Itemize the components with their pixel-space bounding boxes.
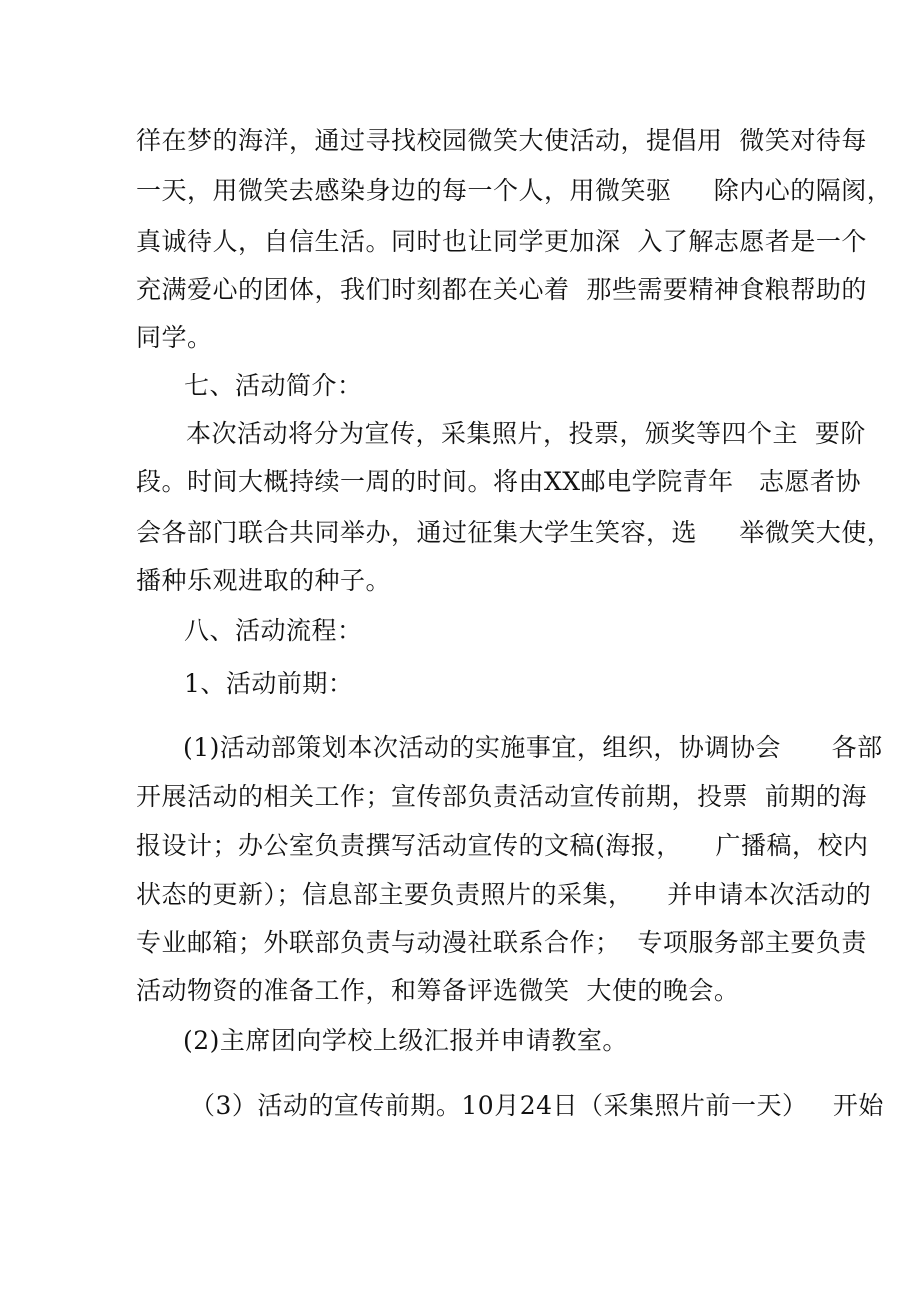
list-item-2: (2)主席团向学校上级汇报并申请教室。	[183, 1026, 628, 1055]
list-item-1-line-2: 开展活动的相关工作；宣传部负责活动宣传前期，投票 前期的海	[136, 782, 867, 811]
body-line-6: 本次活动将分为宣传，采集照片，投票，颁奖等四个主 要阶	[186, 419, 866, 448]
body-line-1: 徉在梦的海洋，通过寻找校园微笑大使活动，提倡用 微笑对待每	[136, 126, 867, 155]
body-line-9: 播种乐观进取的种子。	[136, 566, 392, 595]
list-item-1-line-6: 活动物资的准备工作，和筹备评选微笑 大使的晚会。	[136, 976, 740, 1005]
list-item-3: （3）活动的宣传前期。10月24日（采集照片前一天） 开始	[190, 1091, 884, 1120]
body-line-4: 充满爱心的团体，我们时刻都在关心着 那些需要精神食粮帮助的	[136, 275, 867, 304]
list-item-1-line-4: 状态的更新）；信息部主要负责照片的采集， 并申请本次活动的	[136, 880, 872, 909]
body-line-2: 一天，用微笑去感染身边的每一个人，用微笑驱 除内心的隔阂，	[136, 176, 893, 205]
list-item-1-line-1: (1)活动部策划本次活动的实施事宜，组织，协调协会 各部	[183, 733, 883, 762]
body-line-8: 会各部门联合共同举办，通过征集大学生笑容，选 举微笑大使，	[136, 518, 893, 547]
body-line-3: 真诚待人，自信生活。同时也让同学更加深 入了解志愿者是一个	[136, 227, 867, 256]
body-line-7: 段。时间大概持续一周的时间。将由XX邮电学院青年 志愿者协	[136, 467, 861, 496]
section-heading-7: 七、活动简介：	[184, 371, 363, 400]
subheading-1: 1、活动前期：	[184, 669, 354, 698]
list-item-1-line-5: 专业邮箱；外联部负责与动漫社联系合作； 专项服务部主要负责	[136, 928, 867, 957]
body-line-5: 同学。	[136, 323, 213, 352]
section-heading-8: 八、活动流程：	[184, 616, 363, 645]
list-item-1-line-3: 报设计；办公室负责撰写活动宣传的文稿(海报， 广播稿，校内	[136, 831, 869, 860]
